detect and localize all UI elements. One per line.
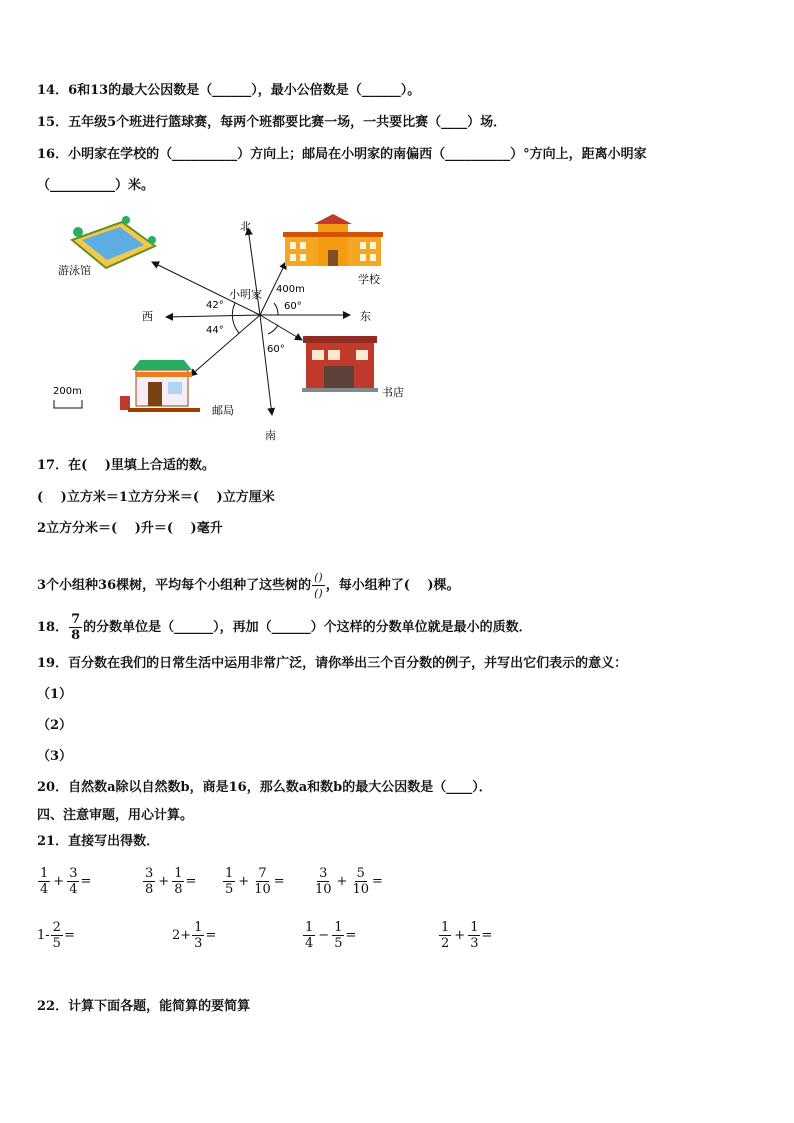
- operator: +: [53, 874, 65, 889]
- equals-sign: =: [205, 928, 217, 943]
- calc-item: [438, 920, 492, 951]
- q17-line3-text-a: 3个小组种36棵树，平均每个小组种了这些树的: [37, 578, 312, 593]
- angle-pool-label: 42°: [206, 300, 224, 311]
- frac-num: 1: [194, 920, 203, 935]
- frac-den: 5: [225, 882, 234, 897]
- south-label: 南: [265, 429, 276, 442]
- north-label: 北: [240, 220, 251, 233]
- east-label: 东: [360, 310, 371, 323]
- question-15: 15．五年级5个班进行篮球赛，每两个班都要比赛一场，一共要比赛（____）场．: [37, 115, 507, 130]
- frac-den: 4: [305, 936, 314, 951]
- frac-num: 3: [69, 866, 78, 881]
- calc-item: [312, 866, 383, 897]
- calc-item: [37, 920, 75, 951]
- question-22: 22．计算下面各题，能简算的要简算: [37, 999, 251, 1014]
- equals-sign: =: [273, 874, 285, 889]
- equals-sign: =: [63, 928, 75, 943]
- lead-term: 1-: [37, 928, 50, 943]
- question-19: 19．百分数在我们的日常生活中运用非常广泛，请你举出三个百分数的例子，并写出它们表示的意义：: [37, 656, 628, 671]
- frac-den: 10: [254, 882, 271, 897]
- direction-map: [40, 210, 420, 445]
- frac-den: 2: [441, 936, 450, 951]
- q17-fraction-num: (): [314, 571, 323, 584]
- frac-num: 2: [52, 920, 61, 935]
- operator: +: [454, 928, 466, 943]
- frac-den: 10: [352, 882, 369, 897]
- post-office-icon: [120, 360, 200, 412]
- operator: −: [318, 928, 330, 943]
- angle-school-label: 60°: [284, 301, 302, 312]
- scale-bar: [54, 400, 82, 408]
- equals-sign: =: [372, 874, 383, 889]
- question-17-title: 17．在( )里填上合适的数。: [37, 458, 215, 473]
- q17-fraction: [312, 570, 325, 601]
- frac-den: 4: [69, 882, 78, 897]
- lead-term: 2+: [172, 928, 192, 943]
- question-16-line1: 16．小明家在学校的（__________）方向上；邮局在小明家的南偏西（__________）°方向上，距离小明家: [37, 147, 647, 162]
- q17-fraction-den: (): [314, 587, 323, 600]
- calc-item: [142, 866, 196, 897]
- line-to-bookstore: [260, 315, 302, 340]
- west-axis: [166, 315, 260, 317]
- frac-den: 10: [315, 882, 332, 897]
- center-label: 小明家: [229, 288, 262, 301]
- question-20: 20．自然数a除以自然数b，商是16，那么数a和数b的最大公因数是（____）．: [37, 780, 492, 795]
- frac-num: 1: [470, 920, 479, 935]
- scale-label: 200m: [53, 386, 82, 397]
- angle-arc-south: [268, 325, 278, 334]
- frac-num: 1: [225, 866, 234, 881]
- q18-number: 18．: [37, 620, 69, 635]
- question-17-line3: [37, 570, 460, 601]
- question-17-line1: ( )立方米＝1立方分米＝( )立方厘米: [37, 490, 275, 505]
- bookstore-icon: [302, 336, 378, 392]
- frac-num: 1: [305, 920, 314, 935]
- question-14: 14．6和13的最大公因数是（______），最小公倍数是（______）。: [37, 83, 421, 98]
- distance-label: 400m: [276, 284, 305, 295]
- q18-fraction-den: 8: [71, 628, 81, 643]
- calc-item: [172, 920, 216, 951]
- frac-num: 7: [258, 866, 267, 881]
- frac-num: 1: [40, 866, 49, 881]
- frac-den: 4: [40, 882, 49, 897]
- calc-item: [222, 866, 285, 897]
- q18-fraction: [69, 612, 82, 643]
- frac-num: 3: [145, 866, 154, 881]
- q18-fraction-num: 7: [71, 612, 81, 627]
- frac-num: 1: [174, 866, 183, 881]
- school-label: 学校: [358, 273, 380, 286]
- operator: +: [336, 874, 348, 889]
- school-icon: [283, 214, 383, 266]
- post-office-label: 邮局: [212, 404, 234, 417]
- q19-item-3: （3）: [37, 749, 73, 764]
- frac-den: 3: [470, 936, 479, 951]
- equals-sign: =: [80, 874, 92, 889]
- angle-book-label: 60°: [267, 344, 285, 355]
- pool-icon: [72, 216, 156, 268]
- q18-text: 的分数单位是（______），再加（______）个这样的分数单位就是最小的质数．: [83, 620, 532, 635]
- question-16-line2: （__________）米。: [37, 178, 155, 193]
- frac-num: 5: [356, 866, 365, 881]
- north-axis: [248, 228, 260, 315]
- west-label: 西: [142, 310, 153, 323]
- frac-den: 8: [174, 882, 183, 897]
- equals-sign: =: [345, 928, 357, 943]
- angle-post-label: 44°: [206, 325, 224, 336]
- operator: +: [238, 874, 250, 889]
- question-21: 21．直接写出得数．: [37, 834, 160, 849]
- angle-arc-east: [274, 303, 278, 315]
- frac-den: 8: [145, 882, 154, 897]
- pool-label: 游泳馆: [58, 264, 91, 277]
- frac-num: 3: [319, 866, 328, 881]
- frac-den: 5: [334, 936, 343, 951]
- angle-arc-west: [232, 303, 239, 333]
- section-4-heading: 四、注意审题，用心计算。: [37, 808, 194, 823]
- q19-item-2: （2）: [37, 718, 73, 733]
- frac-den: 3: [194, 936, 203, 951]
- question-17-line2: 2立方分米＝( )升＝( )毫升: [37, 521, 223, 536]
- question-18: [37, 612, 532, 643]
- frac-den: 5: [52, 936, 61, 951]
- frac-num: 1: [441, 920, 450, 935]
- equals-sign: =: [481, 928, 493, 943]
- q17-line3-text-b: ，每小组种了( )棵。: [325, 578, 460, 593]
- bookstore-label: 书店: [382, 386, 404, 399]
- frac-num: 1: [334, 920, 343, 935]
- equals-sign: =: [185, 874, 197, 889]
- calc-item: [37, 866, 91, 897]
- calc-item: [302, 920, 356, 951]
- south-axis: [260, 315, 272, 415]
- operator: +: [158, 874, 170, 889]
- line-to-post-office: [190, 315, 260, 376]
- q19-item-1: （1）: [37, 687, 73, 702]
